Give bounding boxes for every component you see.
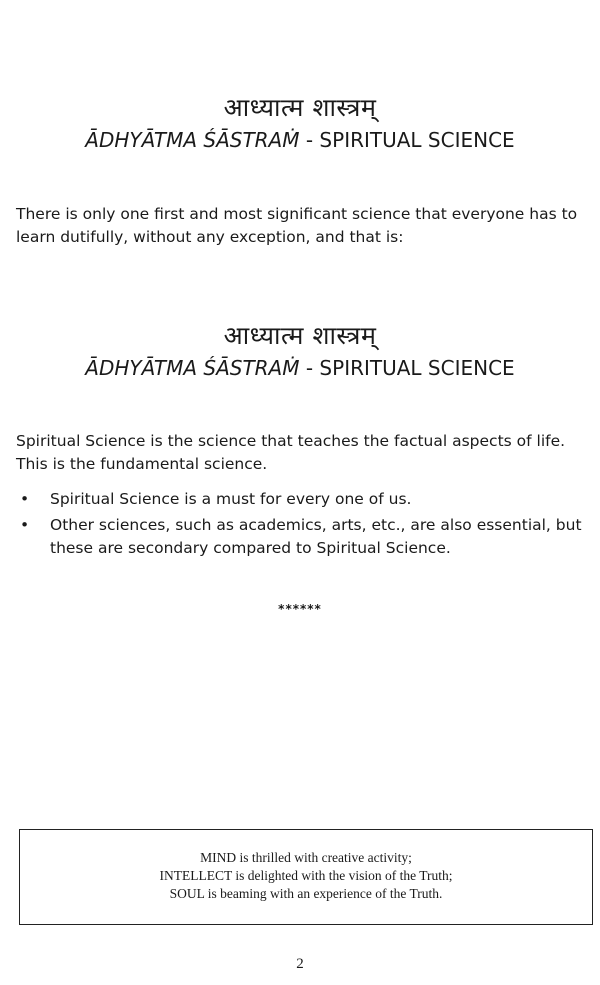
section-separator: ****** — [278, 602, 322, 616]
definition-line: This is the fundamental science. — [16, 455, 268, 473]
transliteration-english: - SPIRITUAL SCIENCE — [299, 356, 515, 380]
intro-line: There is only one first and most significant science that everyone has to — [16, 205, 578, 223]
quote-line: MIND is thrilled with creative activity; — [200, 850, 412, 865]
bullet-icon: • — [20, 516, 30, 534]
intro-line: learn dutifully, without any exception, and that is: — [16, 228, 404, 246]
definition-line: Spiritual Science is the science that teaches the factual aspects of life. — [16, 432, 566, 450]
bullet-item — [16, 514, 596, 560]
section-heading-top — [0, 92, 600, 154]
transliterated-title — [0, 126, 600, 154]
bullet-icon: • — [20, 490, 30, 508]
bullet-list — [16, 488, 596, 563]
sanskrit-title: आध्यात्म शास्त्रम् — [223, 93, 377, 122]
transliterated-title — [0, 354, 600, 382]
bullet-text: these are secondary compared to Spiritual Science. — [50, 539, 451, 557]
quote-line: INTELLECT is delighted with the vision of the Truth; — [159, 868, 453, 883]
definition-paragraph — [16, 430, 596, 476]
section-heading-middle — [0, 320, 600, 382]
sanskrit-title: आध्यात्म शास्त्रम् — [223, 321, 377, 350]
transliteration-italic: ĀDHYĀTMA ŚĀSTRAṀ — [85, 128, 300, 152]
quote-box — [19, 829, 593, 925]
page-number: 2 — [296, 956, 304, 972]
bullet-text: Other sciences, such as academics, arts, etc., are also essential, but — [50, 516, 582, 534]
transliteration-english: - SPIRITUAL SCIENCE — [299, 128, 515, 152]
transliteration-italic: ĀDHYĀTMA ŚĀSTRAṀ — [85, 356, 300, 380]
bullet-item — [16, 488, 596, 511]
quote-line: SOUL is beaming with an experience of the Truth. — [169, 886, 443, 901]
bullet-text: Spiritual Science is a must for every one of us. — [50, 490, 412, 508]
intro-paragraph — [16, 203, 596, 249]
